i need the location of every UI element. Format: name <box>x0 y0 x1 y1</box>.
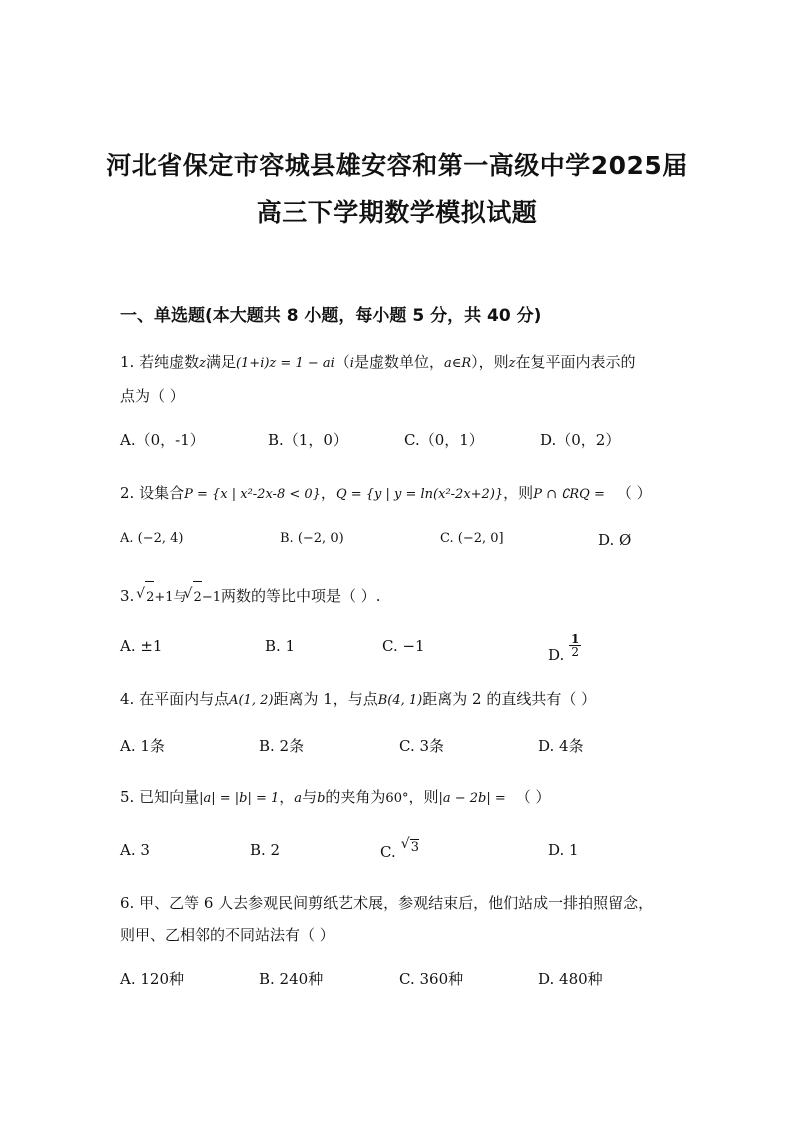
fraction-denominator: 2 <box>571 645 580 659</box>
q2-expression: P ∩ ∁RQ = <box>533 487 605 502</box>
q5-option-c[interactable] <box>380 840 419 861</box>
q1-text: 是虚数单位， <box>353 353 444 371</box>
q6-option-b[interactable]: B. 240种 <box>259 970 324 988</box>
q1-text: 1. 若纯虚数 <box>120 353 200 371</box>
q5-vector-a: a <box>294 791 303 806</box>
q4-point-a: A(1, 2) <box>229 693 274 708</box>
q1-var-z: z <box>508 356 516 371</box>
q1-option-a[interactable]: A.（0，-1） <box>120 431 205 449</box>
q1-text: ），则 <box>471 353 509 371</box>
q2-text: 2. 设集合 <box>120 484 185 502</box>
q5-text: 5. 已知向量 <box>120 788 200 806</box>
q5-options <box>120 841 680 869</box>
exam-title-line-1: 河北省保定市容城县雄安容和第一高级中学2025届 <box>106 151 688 180</box>
q5-vector-b: b <box>317 791 326 806</box>
question-2 <box>120 477 680 511</box>
q1-options <box>120 429 680 453</box>
q6-text-line-1: 6. 甲、乙等 6 人去参观民间剪纸艺术展，参观结束后，他们站成一排拍照留念， <box>120 894 654 912</box>
q1-text-line-2: 点为（ ） <box>120 387 185 405</box>
q5-answer-paren: （ ） <box>515 788 551 806</box>
q1-condition: a∈R <box>443 356 472 371</box>
q3-option-c[interactable]: C. −1 <box>382 637 425 655</box>
q3-text: +1与 <box>154 590 187 605</box>
q1-text: 满足 <box>205 353 236 371</box>
question-1 <box>120 346 680 412</box>
q6-option-d[interactable]: D. 480种 <box>538 970 603 988</box>
q3-fraction <box>569 633 581 658</box>
q5-angle: 60° <box>385 791 409 806</box>
q3-text: 3. <box>120 587 140 605</box>
q4-text: 4. 在平面内与点 <box>120 690 230 708</box>
q2-option-d[interactable]: D. Ø <box>598 531 632 549</box>
q2-set-p: P = {x | x²-2x-8 < 0} <box>184 487 321 502</box>
fraction-numerator: 1 <box>571 632 580 646</box>
q5-text: 与 <box>302 788 318 806</box>
q3-text: −1 <box>201 590 221 605</box>
q4-text: 距离为 1，与点 <box>273 690 378 708</box>
q2-option-c[interactable]: C. (−2, 0] <box>440 531 504 546</box>
q2-text: ， <box>320 484 336 502</box>
q4-option-b[interactable]: B. 2条 <box>259 737 305 755</box>
q5-text: 的夹角为 <box>325 788 386 806</box>
q4-option-a[interactable]: A. 1条 <box>120 737 165 755</box>
q2-text: ，则 <box>503 484 534 502</box>
q1-var-i: i <box>349 356 354 371</box>
q5-option-c-label: C. <box>380 843 396 861</box>
q6-option-c[interactable]: C. 360种 <box>399 970 464 988</box>
q3-option-d-label: D. <box>548 645 565 664</box>
q5-magnitude: |a| = |b| = 1 <box>199 791 280 806</box>
q5-text: ， <box>279 788 295 806</box>
q4-option-c[interactable]: C. 3条 <box>399 737 445 755</box>
q1-var-z: z <box>199 356 206 371</box>
q4-options <box>120 735 680 759</box>
q3-sqrt-two: √ 2 <box>145 581 154 614</box>
q3-sqrt-two: √ 2 <box>193 581 202 614</box>
q1-text: 在复平面内表示的 <box>515 353 636 371</box>
exam-title-line-2: 高三下学期数学模拟试题 <box>256 198 538 227</box>
q2-option-a[interactable]: A. (−2, 4) <box>120 531 184 546</box>
q4-text: 距离为 2 的直线共有（ ） <box>422 690 597 708</box>
section-heading-single-choice: 一、单选题(本大题共 8 小题，每小题 5 分，共 40 分) <box>120 306 542 326</box>
question-5 <box>120 781 680 815</box>
q5-option-b[interactable]: B. 2 <box>250 841 281 859</box>
q3-text: 两数的等比中项是（ ）. <box>221 587 381 605</box>
q5-option-d[interactable]: D. 1 <box>548 841 579 859</box>
q2-option-b[interactable]: B. (−2, 0) <box>280 531 344 546</box>
q2-options <box>120 531 680 555</box>
question-3 <box>120 580 680 614</box>
q5-option-a[interactable]: A. 3 <box>120 841 150 859</box>
question-6 <box>120 887 680 951</box>
q6-text-line-2: 则甲、乙相邻的不同站法有（ ） <box>120 926 335 944</box>
q3-option-a[interactable]: A. ±1 <box>120 637 163 655</box>
q1-equation: (1+i)z = 1 − ai <box>235 356 335 371</box>
q1-option-c[interactable]: C.（0，1） <box>404 431 484 449</box>
q1-option-d[interactable]: D.（0，2） <box>540 431 621 449</box>
q5-text: ，则 <box>408 788 439 806</box>
q3-option-d[interactable] <box>548 632 581 664</box>
q4-option-d[interactable]: D. 4条 <box>538 737 584 755</box>
q3-options <box>120 632 680 667</box>
q1-option-b[interactable]: B.（1，0） <box>268 431 348 449</box>
question-4 <box>120 683 680 717</box>
q3-option-b[interactable]: B. 1 <box>265 637 296 655</box>
q6-option-a[interactable]: A. 120种 <box>120 970 184 988</box>
q1-text: （ <box>334 353 350 371</box>
q5-sqrt-three: √ 3 <box>410 839 419 855</box>
q2-answer-paren: （ ） <box>616 484 652 502</box>
q5-expression: |a − 2b| = <box>438 791 506 806</box>
q2-set-q: Q = {y | y = ln(x²-2x+2)} <box>335 487 504 502</box>
q6-options <box>120 968 680 992</box>
q4-point-b: B(4, 1) <box>377 693 423 708</box>
